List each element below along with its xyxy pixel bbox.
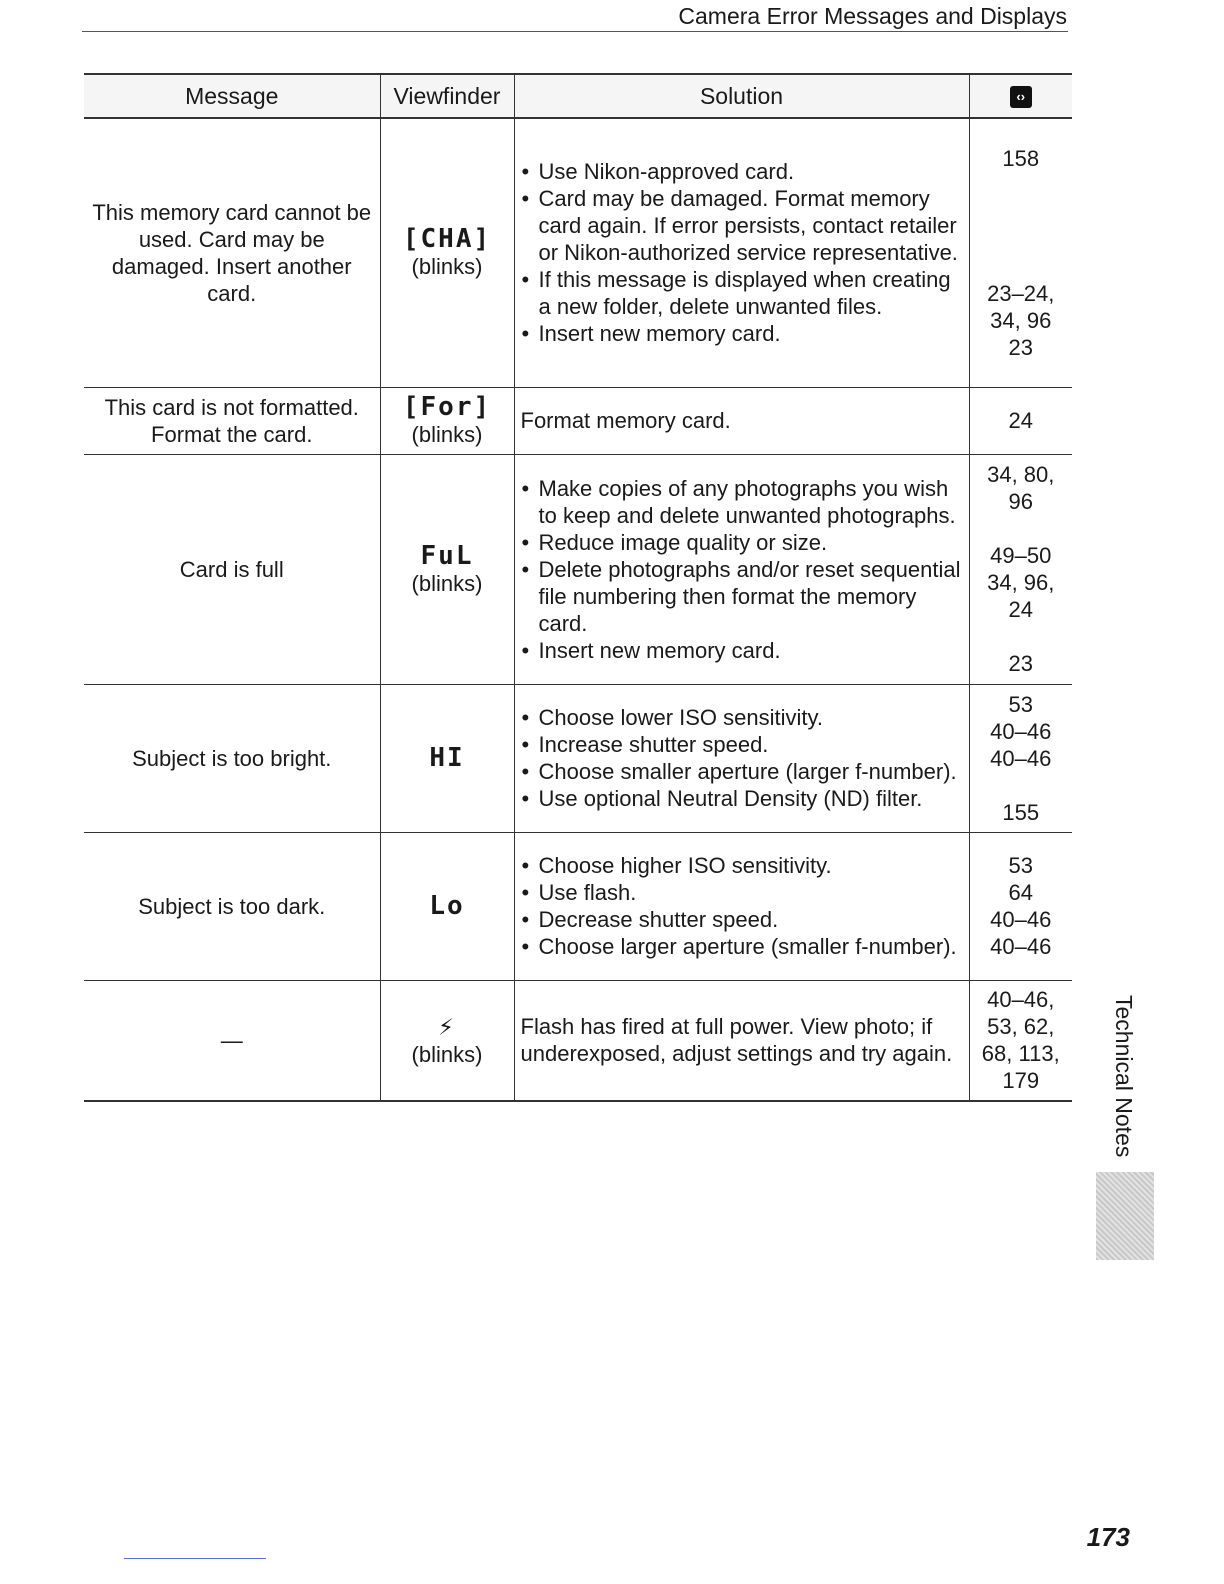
running-head: Camera Error Messages and Displays [678, 3, 1067, 29]
page-reference: 68, 113, [981, 1041, 1060, 1067]
table-header-row [84, 74, 1072, 118]
section-thumb-tab [1096, 1172, 1154, 1260]
solution-item: • Use flash. [521, 879, 963, 906]
page-reference: 23–24, [987, 280, 1055, 306]
solution-item: • Increase shutter speed. [521, 731, 963, 758]
table-row [84, 118, 1072, 387]
message-cell: — [84, 980, 380, 1101]
page-reference-cell [969, 454, 1072, 684]
page-reference: 23 [1008, 651, 1033, 676]
table-row [84, 832, 1072, 980]
page-reference: 40–46 [990, 907, 1052, 932]
page-reference: 53 [1008, 691, 1033, 717]
table-row [84, 387, 1072, 454]
solution-item: • Choose smaller aperture (larger f-number). [521, 758, 963, 785]
page-reference: 23 [1008, 334, 1033, 360]
viewfinder-cell [380, 684, 514, 832]
page-reference: 155 [1002, 799, 1040, 825]
table-row [84, 980, 1072, 1101]
viewfinder-note: (blinks) [411, 570, 483, 596]
column-header-message: Message [84, 74, 380, 118]
viewfinder-code: HI [429, 743, 465, 773]
page-reference: 53, 62, [987, 1014, 1055, 1040]
page-reference: 34, 96 [990, 307, 1052, 333]
book-reference-icon: ‹› [1010, 86, 1032, 108]
solution-item: • If this message is displayed when creating a new folder, delete unwanted files. [521, 266, 963, 320]
page-reference: 179 [1002, 1068, 1040, 1094]
page-reference: 24 [1008, 408, 1033, 433]
solution-item: • Use Nikon-approved card. [521, 158, 963, 185]
viewfinder-note: (blinks) [411, 1041, 483, 1067]
message-cell: This memory card cannot be used. Card may be damaged. Insert another card. [84, 118, 380, 387]
solution-item: • Choose lower ISO sensitivity. [521, 704, 963, 731]
footer-rule [124, 1558, 266, 1559]
solution-item: • Reduce image quality or size. [521, 529, 963, 556]
page-reference: 49–50 [990, 543, 1052, 568]
page-reference-cell [969, 118, 1072, 387]
page-reference: 40–46 [990, 745, 1052, 771]
message-cell: Subject is too dark. [84, 832, 380, 980]
viewfinder-note: (blinks) [411, 254, 483, 280]
viewfinder-cell [380, 118, 514, 387]
page-reference: 40–46 [990, 718, 1052, 744]
solution-cell: Flash has fired at full power. View photo; if underexposed, adjust settings and try again. [514, 980, 969, 1101]
page-reference: 53 [1008, 853, 1033, 878]
page-number: 173 [1086, 1522, 1130, 1552]
column-header-solution: Solution [514, 74, 969, 118]
solution-cell: Format memory card. [514, 387, 969, 454]
viewfinder-code: [For] [402, 392, 492, 422]
solution-item: • Choose larger aperture (smaller f-number). [521, 933, 963, 960]
solution-cell [514, 454, 969, 684]
page-reference-spacer [976, 172, 1067, 280]
viewfinder-cell [380, 387, 514, 454]
page-reference: 40–46 [990, 934, 1052, 959]
header-rule [82, 31, 1068, 32]
message-cell: This card is not formatted. Format the card. [84, 387, 380, 454]
solution-cell [514, 118, 969, 387]
solution-item: • Choose higher ISO sensitivity. [521, 852, 963, 879]
viewfinder-code: Lo [429, 891, 465, 921]
page-reference: 64 [1008, 880, 1033, 905]
solution-item: • Decrease shutter speed. [521, 906, 963, 933]
page-reference: 34, 80, [987, 462, 1055, 487]
page-reference: 34, 96, [987, 570, 1055, 595]
page-reference: 40–46, [987, 987, 1055, 1013]
section-tab-label: Technical Notes [1111, 995, 1137, 1158]
table-row [84, 684, 1072, 832]
viewfinder-code: FuL [420, 540, 474, 571]
page-reference: 24 [1008, 597, 1033, 622]
solution-item: • Card may be damaged. Format memory card again. If error persists, contact retailer or Nikon-authorized service representative. [521, 185, 963, 266]
solution-cell [514, 832, 969, 980]
solution-item: • Insert new memory card. [521, 637, 963, 664]
column-header-page [969, 74, 1072, 118]
page-reference: 158 [1002, 145, 1040, 171]
page-reference-cell [969, 832, 1072, 980]
solution-item: • Delete photographs and/or reset sequential file numbering then format the memory card. [521, 556, 963, 637]
viewfinder-cell [380, 832, 514, 980]
viewfinder-cell [380, 454, 514, 684]
page-reference-cell [969, 387, 1072, 454]
column-header-viewfinder: Viewfinder [380, 74, 514, 118]
message-cell: Card is full [84, 454, 380, 684]
solution-item: • Use optional Neutral Density (ND) filter. [521, 785, 963, 812]
page-reference-spacer [976, 623, 1067, 650]
viewfinder-cell [380, 980, 514, 1101]
error-messages-table [84, 73, 1072, 1102]
page-reference-spacer [976, 772, 1067, 799]
page-reference-cell [969, 980, 1072, 1101]
solution-item: • Make copies of any photographs you wish to keep and delete unwanted photographs. [521, 475, 963, 529]
solution-item: • Insert new memory card. [521, 320, 963, 347]
flash-icon: ⚡ [438, 1011, 456, 1042]
page-reference-cell [969, 684, 1072, 832]
message-cell: Subject is too bright. [84, 684, 380, 832]
viewfinder-code: [CHA] [402, 224, 492, 255]
table-row [84, 454, 1072, 684]
page-reference-spacer [976, 515, 1067, 542]
solution-cell [514, 684, 969, 832]
viewfinder-note: (blinks) [411, 422, 483, 447]
page-reference: 96 [1008, 489, 1033, 514]
